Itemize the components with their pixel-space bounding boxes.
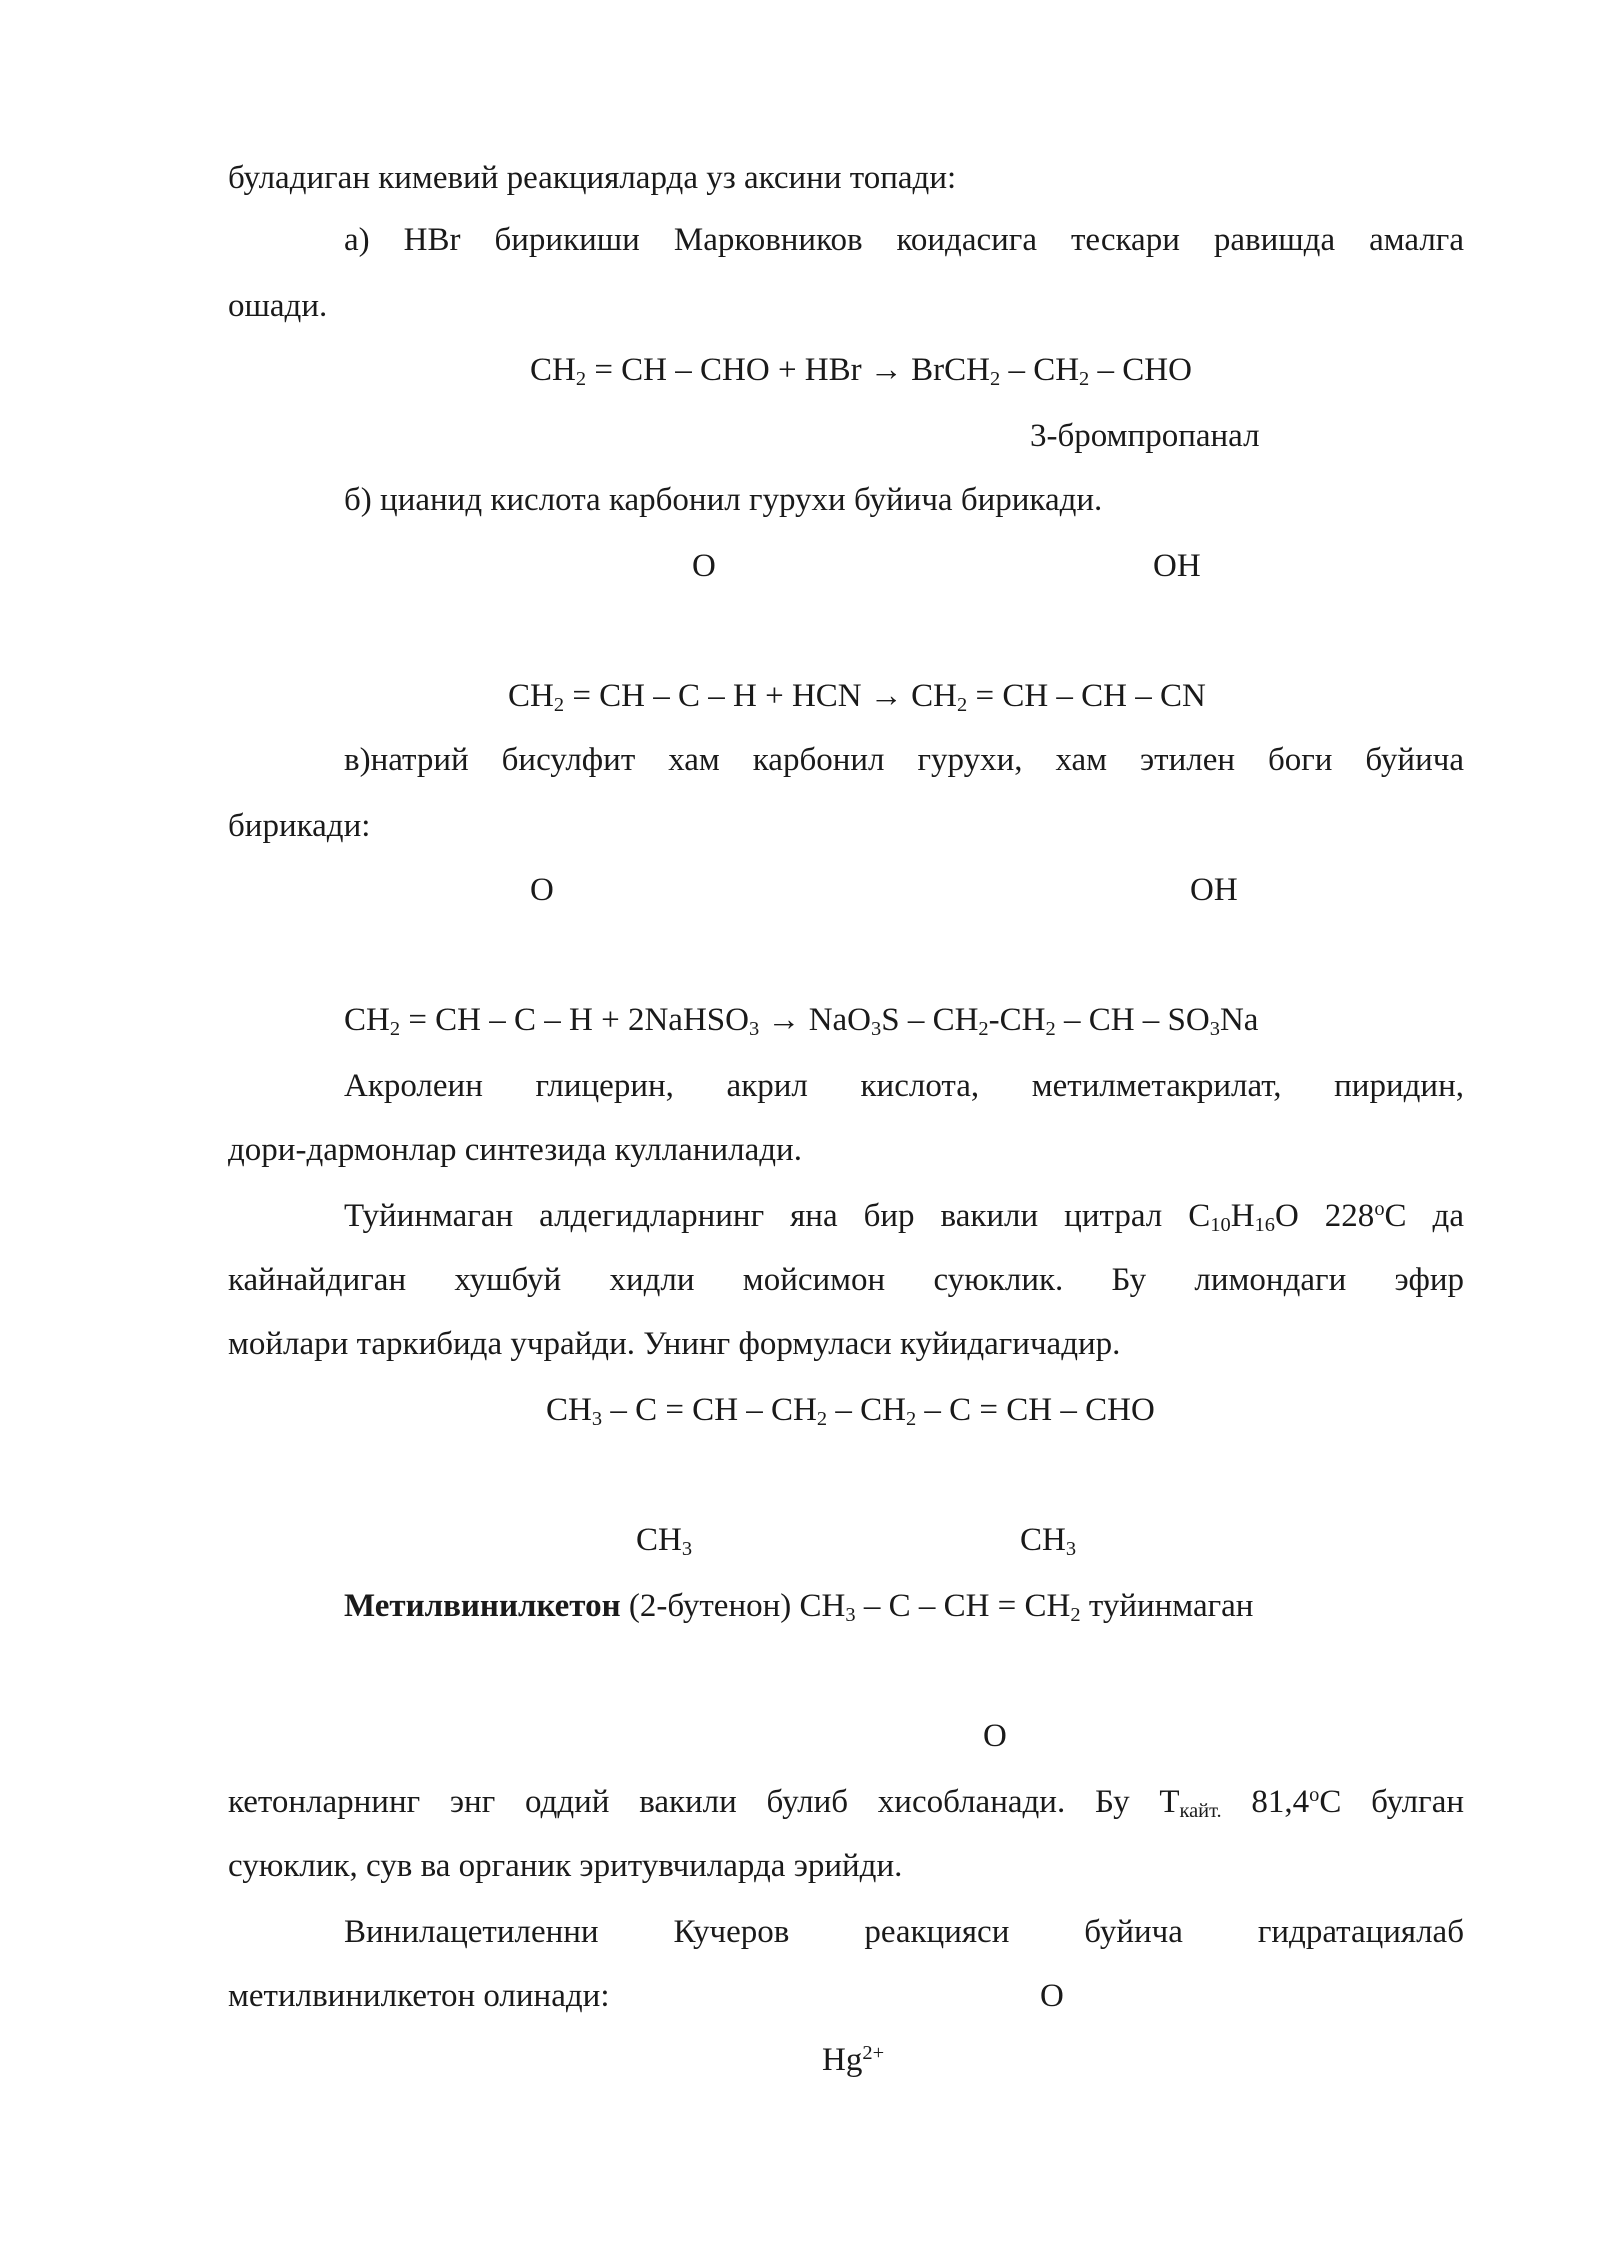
oxygen-label: O: [983, 1718, 1007, 1754]
text-line: б) цианид кислота карбонил гурухи буйича бирикади.: [344, 482, 1103, 518]
equation-hbr-addition: $CH_2$ = CH – CHO + HBr → BrCH$_2$ – $CH_2$ – CHO: [530, 352, 1192, 391]
text-line: Акролеин глицерин, акрил кислота, метилметакрилат, пиридин,: [344, 1068, 1464, 1104]
text-line: в)натрий бисулфит хам карбонил гурухи, хам этилен боги буйича: [344, 742, 1464, 778]
catalyst-label: $Hg^{2+}$: [822, 2041, 885, 2078]
text-line-boiling-point: кетонларнинг энг оддий вакили булиб хисобланади. Бу $Т_{кайт.}$ 81,4$^o$C булган: [228, 1783, 1464, 1823]
text-line: дори-дармонлар синтезида кулланилади.: [228, 1132, 802, 1168]
text-line: а) HBr бирикиши Марковников коидасига тескари равишда амалга: [344, 222, 1464, 258]
text-line: бирикади:: [228, 808, 371, 844]
text-line: суюклик, сув ва органик эритувчиларда эрийди.: [228, 1848, 903, 1884]
equation-hcn-addition: $CH_2$ = CH – C – H + HCN → $CH_2$ = CH – CH – CN: [508, 678, 1206, 717]
text-line-citral: Туйинмаган алдегидларнинг яна бир вакили цитрал $C_{10}H_{16}O$ 228$^o$C да: [344, 1197, 1464, 1237]
text-line: мойлари таркибида учрайди. Унинг формуласи куйидагичадир.: [228, 1326, 1121, 1362]
text-line: метилвинилкетон олинади:: [228, 1978, 610, 2014]
equation-bisulfite-addition: $CH_2$ = CH – C – H + 2NaHSO$_3$ → $NaO_3S - CH_2-CH_2$ – CH – $SO_3Na$: [344, 1002, 1259, 1041]
hydroxyl-label: OH: [1190, 872, 1238, 908]
product-name: 3-бромпропанал: [1030, 418, 1260, 454]
methyl-branch-left: $CH_3$: [636, 1522, 693, 1561]
text-line: буладиган кимевий реакцияларда уз аксини топади:: [228, 160, 957, 196]
text-line: Винилацетиленни Кучеров реакцияси буйича гидратациялаб: [344, 1914, 1464, 1950]
citral-formula: $CH_3$ – C = CH – $CH_2 - CH_2$ – C = CH – CHO: [546, 1392, 1155, 1431]
text-line: кайнайдиган хушбуй хидли мойсимон суюклик. Бу лимондаги эфир: [228, 1262, 1464, 1298]
oxygen-label: O: [530, 872, 554, 908]
oxygen-label: O: [1040, 1978, 1064, 2014]
hydroxyl-label: OH: [1153, 548, 1201, 584]
methyl-branch-right: $CH_3$: [1020, 1522, 1077, 1561]
oxygen-label: O: [692, 548, 716, 584]
text-line: ошади.: [228, 288, 328, 324]
text-line-methylvinylketone: Метилвинилкетон (2-бутенон) $CH_3$ – C – CH = $CH_2$ туйинмаган: [344, 1588, 1254, 1627]
